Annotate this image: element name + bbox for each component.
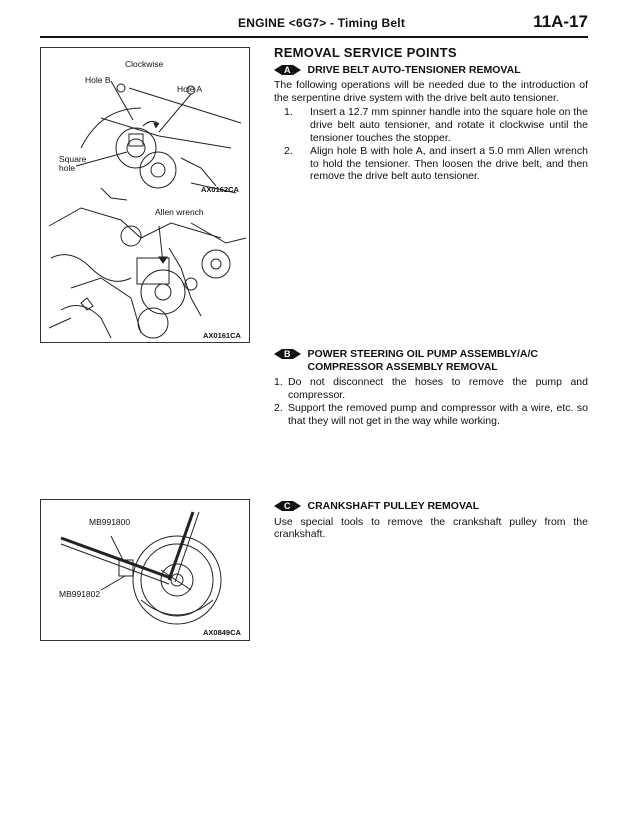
tensioner-illustration bbox=[41, 48, 249, 342]
subsection-b-title: POWER STEERING OIL PUMP ASSEMBLY/A/C COMPRESSOR ASSEMBLY REMOVAL bbox=[307, 348, 538, 373]
tag-b-icon: B bbox=[274, 348, 301, 360]
subsection-a-title: DRIVE BELT AUTO-TENSIONER REMOVAL bbox=[307, 63, 521, 76]
subsection-a-heading bbox=[274, 64, 588, 77]
label-square-hole: Square hole bbox=[59, 154, 87, 173]
section-removal bbox=[274, 47, 588, 184]
figure-code-2: AX0161CA bbox=[203, 331, 241, 340]
section-c bbox=[274, 500, 588, 543]
figure-code-1: AX0162CA bbox=[201, 185, 239, 194]
label-mb991800: MB991800 bbox=[89, 517, 131, 527]
crankshaft-illustration bbox=[41, 500, 249, 640]
step-a-2: Align hole B with hole A, and insert a 5.0 mm Allen wrench to hold the tensioner. Then loosen the drive belt, and then remove the drive belt auto tensioner. bbox=[310, 145, 588, 183]
step-b-2: Support the removed pump and compressor with a wire, etc. so that they will not get in the way while working. bbox=[288, 402, 588, 427]
subsection-c-title: CRANKSHAFT PULLEY REMOVAL bbox=[307, 500, 480, 512]
subsection-a-intro: The following operations will be needed due to the introduction of the serpentine drive system with the drive belt auto tensioner. bbox=[274, 79, 588, 104]
figure-code-3: AX0849CA bbox=[203, 628, 241, 637]
list-item: 1. Insert a 12.7 mm spinner handle into the square hole on the drive belt auto tensioner, and rotate it clockwise until the tensioner touches the stopper. bbox=[284, 106, 588, 144]
header-title: ENGINE <6G7> - Timing Belt bbox=[238, 16, 406, 30]
page-header bbox=[40, 14, 588, 38]
figure-crankshaft bbox=[40, 499, 250, 641]
label-mb991802: MB991802 bbox=[59, 589, 101, 599]
section-title: REMOVAL SERVICE POINTS bbox=[274, 45, 457, 60]
tag-c-icon: C bbox=[274, 500, 301, 512]
step-a-1: Insert a 12.7 mm spinner handle into the square hole on the drive belt auto tensioner, and rotate it clockwise until the tensioner touches the stopper. bbox=[310, 106, 588, 144]
label-clockwise: Clockwise bbox=[125, 59, 164, 69]
section-b bbox=[274, 348, 588, 429]
subsection-c-text: Use special tools to remove the crankshaft pulley from the crankshaft. bbox=[274, 515, 588, 541]
list-item: 2. Align hole B with hole A, and insert a 5.0 mm Allen wrench to hold the tensioner. Then loosen the drive belt, and then remove the drive belt auto tensioner. bbox=[284, 145, 588, 183]
tag-a-icon: A bbox=[274, 64, 301, 76]
list-item: 1. Do not disconnect the hoses to remove the pump and compressor. bbox=[274, 376, 588, 401]
label-hole-a: Hole A bbox=[177, 84, 203, 94]
step-b-1: Do not disconnect the hoses to remove the pump and compressor. bbox=[288, 376, 588, 401]
subsection-b-heading bbox=[274, 348, 588, 373]
label-hole-b: Hole B bbox=[85, 75, 111, 85]
figure-tensioner bbox=[40, 47, 250, 343]
page-number: 11A-17 bbox=[533, 12, 588, 31]
subsection-c-heading bbox=[274, 500, 588, 513]
list-item: 2. Support the removed pump and compressor with a wire, etc. so that they will not get in the way while working. bbox=[274, 402, 588, 427]
label-allen-wrench: Allen wrench bbox=[155, 207, 204, 217]
